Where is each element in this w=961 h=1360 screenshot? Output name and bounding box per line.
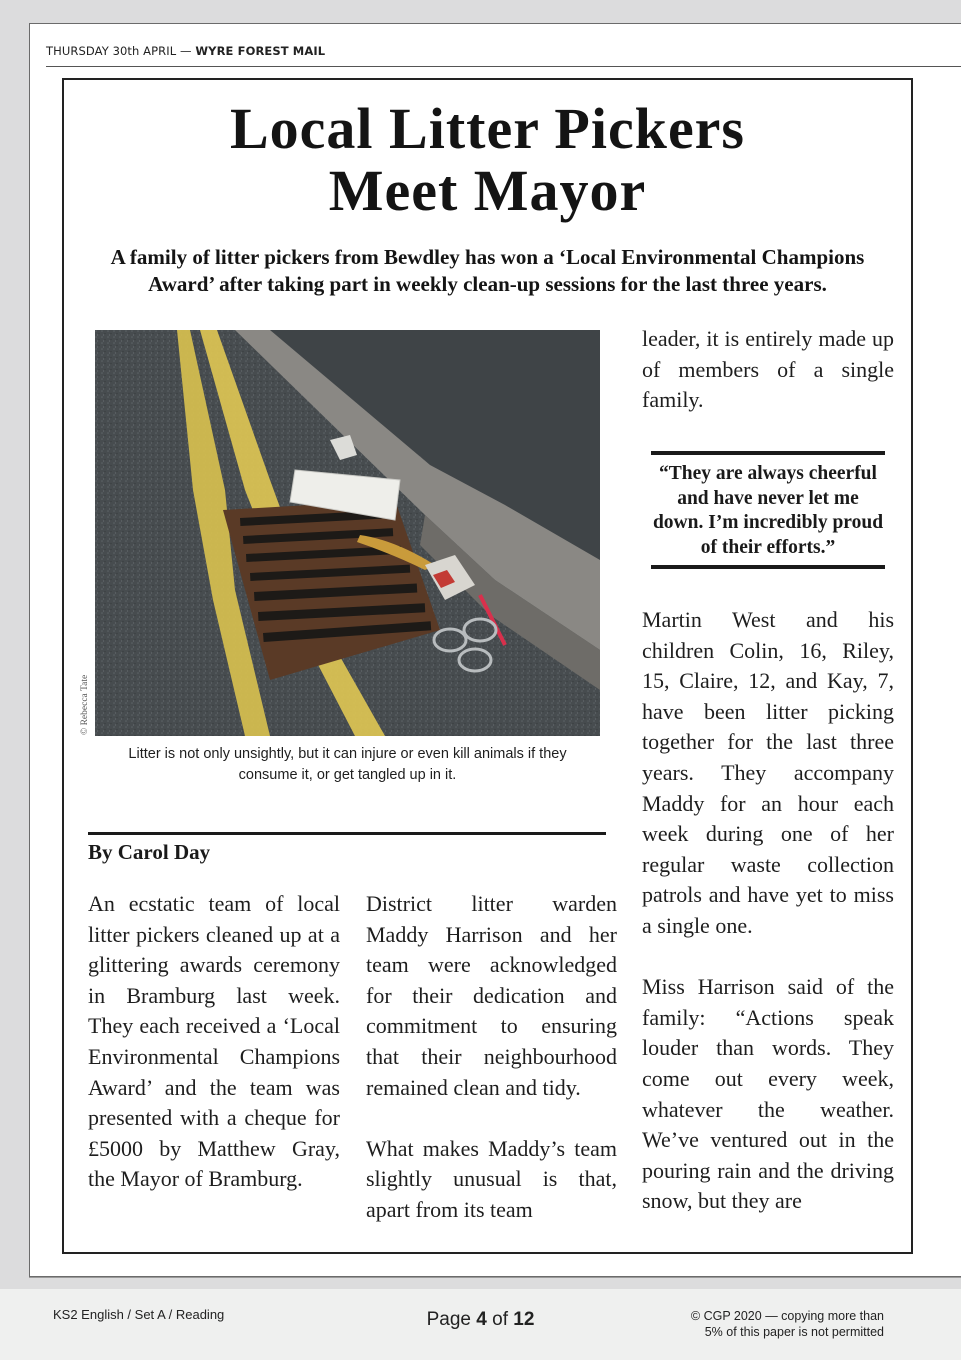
page-prefix: Page bbox=[426, 1309, 477, 1330]
running-header bbox=[46, 44, 961, 67]
article-headline bbox=[62, 98, 913, 222]
paragraph: An ecstatic team of local litter pickers cleaned up at a glittering awards ceremony in Bramburg last week. They each received a ‘Local Environmental Champions Award’ and the team was presented with a cheque for £5000 by Matthew Gray, the Mayor of Bramburg. bbox=[88, 891, 340, 1192]
paragraph: Miss Harrison said of the family: “Actions speak louder than words. They come out every week, whatever the weather. We’ve ventured out in the pouring rain and the driving snow, but they are bbox=[642, 974, 894, 1214]
byline: By Carol Day bbox=[88, 840, 211, 864]
photo-credit: © Rebecca Tate bbox=[80, 674, 90, 735]
paragraph: What makes Maddy’s team slightly unusual is that, apart from its team bbox=[366, 1135, 617, 1222]
article-column-3-bottom bbox=[642, 605, 894, 1217]
article-column-1 bbox=[88, 889, 340, 1195]
headline-line-1: Local Litter Pickers bbox=[229, 96, 745, 161]
page-total: 12 bbox=[513, 1309, 535, 1330]
photo-caption: Litter is not only unsightly, but it can injure or even kill animals if they consume it, or get tangled up in it. bbox=[128, 746, 567, 783]
copyright-line-1: © CGP 2020 — copying more than bbox=[690, 1309, 884, 1323]
pull-quote: “They are always cheerful and have never let me down. I’m incredibly proud of their efforts.” bbox=[651, 451, 885, 569]
page-footer bbox=[0, 1289, 961, 1360]
paragraph: leader, it is entirely made up of members of a single family. bbox=[642, 326, 894, 413]
headline-line-2: Meet Mayor bbox=[328, 158, 647, 223]
article-standfirst: A family of litter pickers from Bewdley has won a ‘Local Environmental Champions Award’ after taking part in weekly clean-up sessions for the last three years. bbox=[110, 245, 865, 296]
article-photo bbox=[95, 330, 600, 736]
article-column-2 bbox=[366, 889, 617, 1226]
page-current: 4 bbox=[476, 1309, 487, 1330]
series-label: KS2 English / Set A / Reading bbox=[53, 1307, 225, 1322]
paragraph: Martin West and his children Colin, 16, Riley, 15, Claire, 12, and Kay, 7, have been litter picking together for the last three years. They accompany Maddy for an hour each week during one of her regular waste collection patrols and have yet to miss a single one. bbox=[642, 607, 894, 938]
paragraph: District litter warden Maddy Harrison and her team were acknowledged for their dedication and commitment to ensuring that their neighbourhood remained clean and tidy. bbox=[366, 891, 617, 1100]
litter-drain-photo bbox=[95, 330, 600, 736]
byline-divider bbox=[88, 832, 606, 835]
copyright-line-2: 5% of this paper is not permitted bbox=[704, 1325, 884, 1339]
article-column-3-top bbox=[642, 324, 894, 416]
page-of: of bbox=[486, 1309, 514, 1330]
publication-name: WYRE FOREST MAIL bbox=[195, 44, 326, 58]
issue-date: THURSDAY 30th APRIL — bbox=[46, 44, 196, 58]
copyright-notice bbox=[691, 1308, 884, 1340]
